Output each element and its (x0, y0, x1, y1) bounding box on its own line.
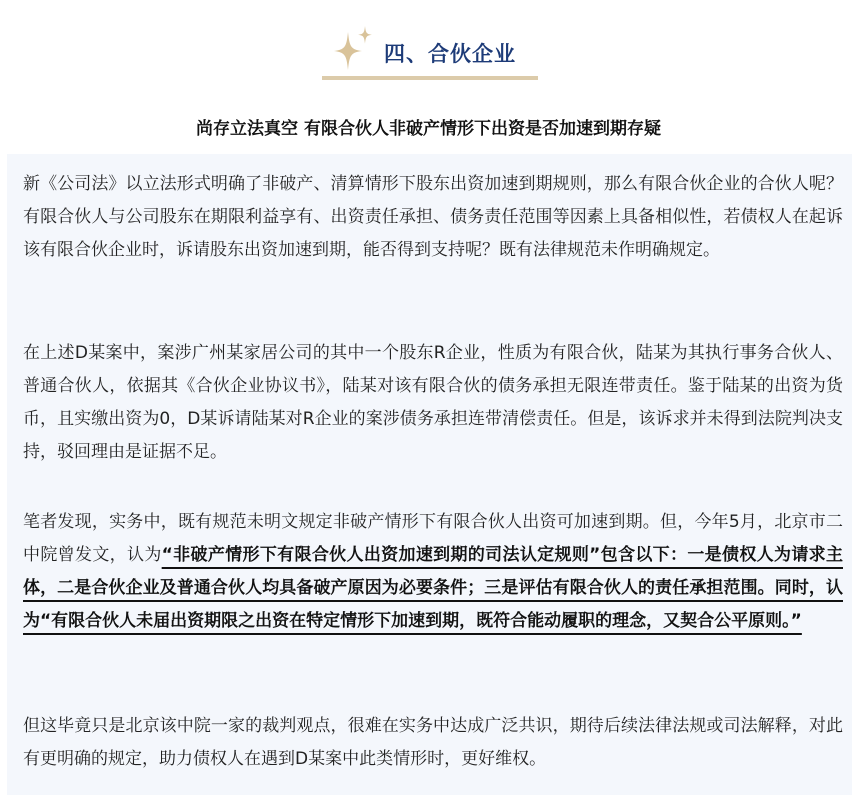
sparkle-icon (324, 22, 384, 82)
paragraph-3-emphasis: “非破产情形下有限合伙人出资加速到期的司法认定规则”包含以下：一是债权人为请求主体，二是合伙企业及普通合伙人均具备破产原因为必要条件；三是评估有限合伙人的责任承担范围。同时，认为“有限合伙人未届出资期限之出资在特定情形下加速到期，既符合能动履职的理念，又契合公平原则。” (23, 545, 843, 631)
paragraph-3-text: 笔者发现，实务中，既有规范未明文规定非破产情形下有限合伙人出资可加速到期。但，今年5月，北京市二中院曾发文，认为 (23, 512, 843, 565)
article-subheading: 尚存立法真空 有限合伙人非破产情形下出资是否加速到期存疑 (196, 119, 661, 139)
paragraph-3 (23, 506, 843, 638)
paragraph-1: 新《公司法》以立法形式明确了非破产、清算情形下股东出资加速到期规则，那么有限合伙企业的合伙人呢？有限合伙人与公司股东在期限利益享有、出资责任承担、债务责任范围等因素上具备相似性，若债权人在起诉该有限合伙企业时，诉请股东出资加速到期，能否得到支持呢？既有法律规范未作明确规定。 (23, 174, 843, 260)
section-header (0, 0, 857, 96)
paragraph-4: 但这毕竟只是北京该中院一家的裁判观点，很难在实务中达成广泛共识，期待后续法律法规或司法解释，对此有更明确的规定，助力债权人在遇到D某案中此类情形时，更好维权。 (23, 716, 843, 769)
paragraph-2: 在上述D某案中，案涉广州某家居公司的其中一个股东R企业，性质为有限合伙，陆某为其执行事务合伙人、普通合伙人，依据其《合伙企业协议书》，陆某对该有限合伙的债务承担无限连带责任。鉴于陆某的出资为货币，且实缴出资为0，D某诉请陆某对R企业的案涉债务承担连带清偿责任。但是，该诉求并未得到法院判决支持，驳回理由是证据不足。 (23, 343, 843, 462)
section-title: 四、合伙企业 (384, 42, 516, 66)
title-underline (322, 76, 538, 80)
